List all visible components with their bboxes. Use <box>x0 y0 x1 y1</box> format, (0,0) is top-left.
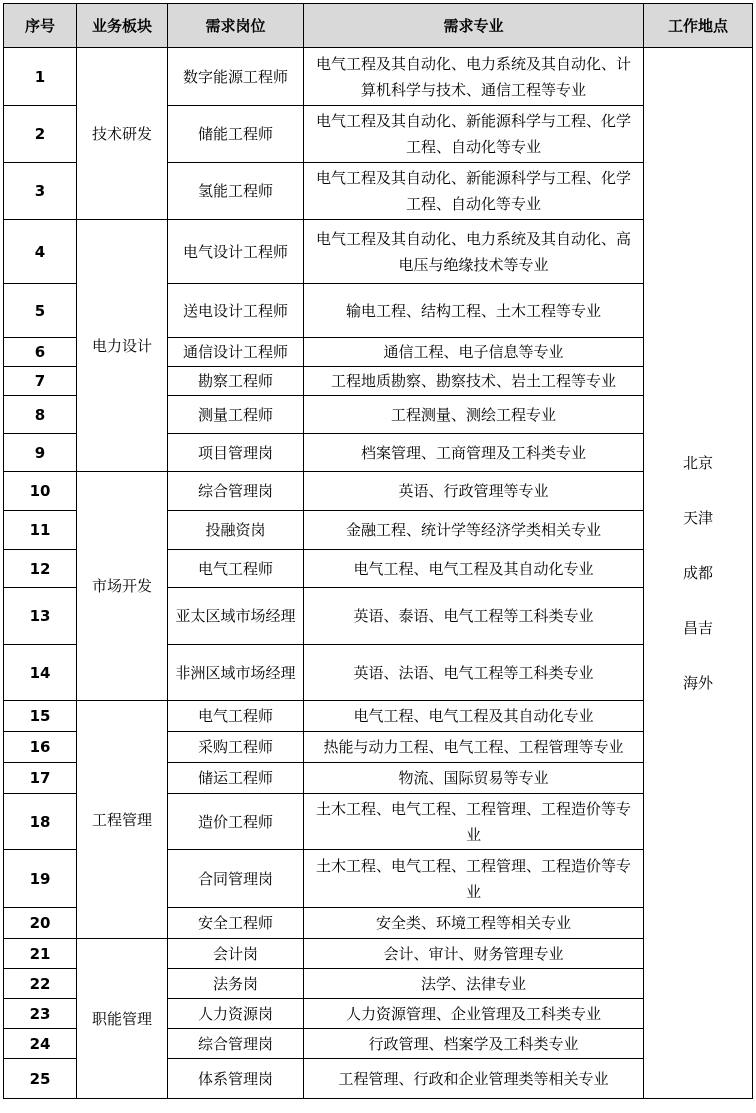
row-number: 24 <box>4 1029 77 1059</box>
section-tech-rd: 技术研发 <box>77 48 168 220</box>
position-cell: 项目管理岗 <box>168 434 304 472</box>
major-cell: 工程地质勘察、勘察技术、岩土工程等专业 <box>304 367 644 396</box>
section-market-dev: 市场开发 <box>77 472 168 701</box>
row-number: 4 <box>4 220 77 284</box>
row-number: 9 <box>4 434 77 472</box>
position-cell: 综合管理岗 <box>168 472 304 511</box>
major-cell: 会计、审计、财务管理专业 <box>304 939 644 969</box>
major-cell: 通信工程、电子信息等专业 <box>304 338 644 367</box>
major-cell: 金融工程、统计学等经济学类相关专业 <box>304 511 644 550</box>
row-number: 3 <box>4 163 77 220</box>
position-cell: 电气工程师 <box>168 550 304 588</box>
location-item: 海外 <box>682 673 713 692</box>
location-cell <box>644 48 753 1099</box>
major-cell: 档案管理、工商管理及工科类专业 <box>304 434 644 472</box>
major-cell: 物流、国际贸易等专业 <box>304 763 644 794</box>
position-cell: 电气工程师 <box>168 701 304 732</box>
header-position: 需求岗位 <box>168 4 304 48</box>
position-cell: 数字能源工程师 <box>168 48 304 106</box>
major-cell: 电气工程及其自动化、新能源科学与工程、化学工程、自动化等专业 <box>304 163 644 220</box>
major-cell: 输电工程、结构工程、土木工程等专业 <box>304 284 644 338</box>
section-power-design: 电力设计 <box>77 220 168 472</box>
row-number: 15 <box>4 701 77 732</box>
major-cell: 行政管理、档案学及工科类专业 <box>304 1029 644 1059</box>
table-row <box>4 701 753 732</box>
position-cell: 综合管理岗 <box>168 1029 304 1059</box>
row-number: 23 <box>4 999 77 1029</box>
position-cell: 亚太区域市场经理 <box>168 588 304 645</box>
major-cell: 热能与动力工程、电气工程、工程管理等专业 <box>304 732 644 763</box>
table-row <box>4 472 753 511</box>
row-number: 17 <box>4 763 77 794</box>
position-cell: 勘察工程师 <box>168 367 304 396</box>
section-functional-mgmt: 职能管理 <box>77 939 168 1099</box>
row-number: 10 <box>4 472 77 511</box>
position-cell: 储能工程师 <box>168 106 304 163</box>
major-cell: 英语、泰语、电气工程等工科类专业 <box>304 588 644 645</box>
location-item: 北京 <box>682 453 713 472</box>
table-row <box>4 220 753 284</box>
major-cell: 电气工程、电气工程及其自动化专业 <box>304 701 644 732</box>
major-cell: 土木工程、电气工程、工程管理、工程造价等专业 <box>304 794 644 850</box>
position-cell: 采购工程师 <box>168 732 304 763</box>
major-cell: 工程管理、行政和企业管理类等相关专业 <box>304 1059 644 1099</box>
major-cell: 法学、法律专业 <box>304 969 644 999</box>
row-number: 11 <box>4 511 77 550</box>
row-number: 14 <box>4 645 77 701</box>
position-cell: 非洲区域市场经理 <box>168 645 304 701</box>
row-number: 5 <box>4 284 77 338</box>
header-section: 业务板块 <box>77 4 168 48</box>
major-cell: 人力资源管理、企业管理及工科类专业 <box>304 999 644 1029</box>
major-cell: 电气工程及其自动化、电力系统及其自动化、高电压与绝缘技术等专业 <box>304 220 644 284</box>
row-number: 1 <box>4 48 77 106</box>
row-number: 7 <box>4 367 77 396</box>
major-cell: 电气工程及其自动化、新能源科学与工程、化学工程、自动化等专业 <box>304 106 644 163</box>
location-item: 成都 <box>682 563 713 582</box>
position-cell: 氢能工程师 <box>168 163 304 220</box>
position-cell: 储运工程师 <box>168 763 304 794</box>
major-cell: 英语、法语、电气工程等工科类专业 <box>304 645 644 701</box>
position-cell: 电气设计工程师 <box>168 220 304 284</box>
location-item: 天津 <box>682 508 713 527</box>
major-cell: 电气工程、电气工程及其自动化专业 <box>304 550 644 588</box>
row-number: 8 <box>4 396 77 434</box>
header-row <box>4 4 753 48</box>
major-cell: 英语、行政管理等专业 <box>304 472 644 511</box>
header-location: 工作地点 <box>644 4 753 48</box>
row-number: 12 <box>4 550 77 588</box>
row-number: 13 <box>4 588 77 645</box>
position-cell: 通信设计工程师 <box>168 338 304 367</box>
position-cell: 法务岗 <box>168 969 304 999</box>
header-no: 序号 <box>4 4 77 48</box>
header-major: 需求专业 <box>304 4 644 48</box>
row-number: 21 <box>4 939 77 969</box>
position-cell: 人力资源岗 <box>168 999 304 1029</box>
major-cell: 电气工程及其自动化、电力系统及其自动化、计算机科学与技术、通信工程等专业 <box>304 48 644 106</box>
recruitment-table <box>3 3 753 1099</box>
row-number: 25 <box>4 1059 77 1099</box>
row-number: 2 <box>4 106 77 163</box>
position-cell: 送电设计工程师 <box>168 284 304 338</box>
row-number: 20 <box>4 908 77 939</box>
position-cell: 投融资岗 <box>168 511 304 550</box>
position-cell: 会计岗 <box>168 939 304 969</box>
position-cell: 测量工程师 <box>168 396 304 434</box>
position-cell: 安全工程师 <box>168 908 304 939</box>
row-number: 18 <box>4 794 77 850</box>
row-number: 6 <box>4 338 77 367</box>
section-engineering-mgmt: 工程管理 <box>77 701 168 939</box>
table-row <box>4 48 753 106</box>
row-number: 19 <box>4 850 77 908</box>
row-number: 22 <box>4 969 77 999</box>
major-cell: 安全类、环境工程等相关专业 <box>304 908 644 939</box>
row-number: 16 <box>4 732 77 763</box>
position-cell: 合同管理岗 <box>168 850 304 908</box>
major-cell: 土木工程、电气工程、工程管理、工程造价等专业 <box>304 850 644 908</box>
location-item: 昌吉 <box>682 618 713 637</box>
table-row <box>4 939 753 969</box>
position-cell: 体系管理岗 <box>168 1059 304 1099</box>
position-cell: 造价工程师 <box>168 794 304 850</box>
major-cell: 工程测量、测绘工程专业 <box>304 396 644 434</box>
